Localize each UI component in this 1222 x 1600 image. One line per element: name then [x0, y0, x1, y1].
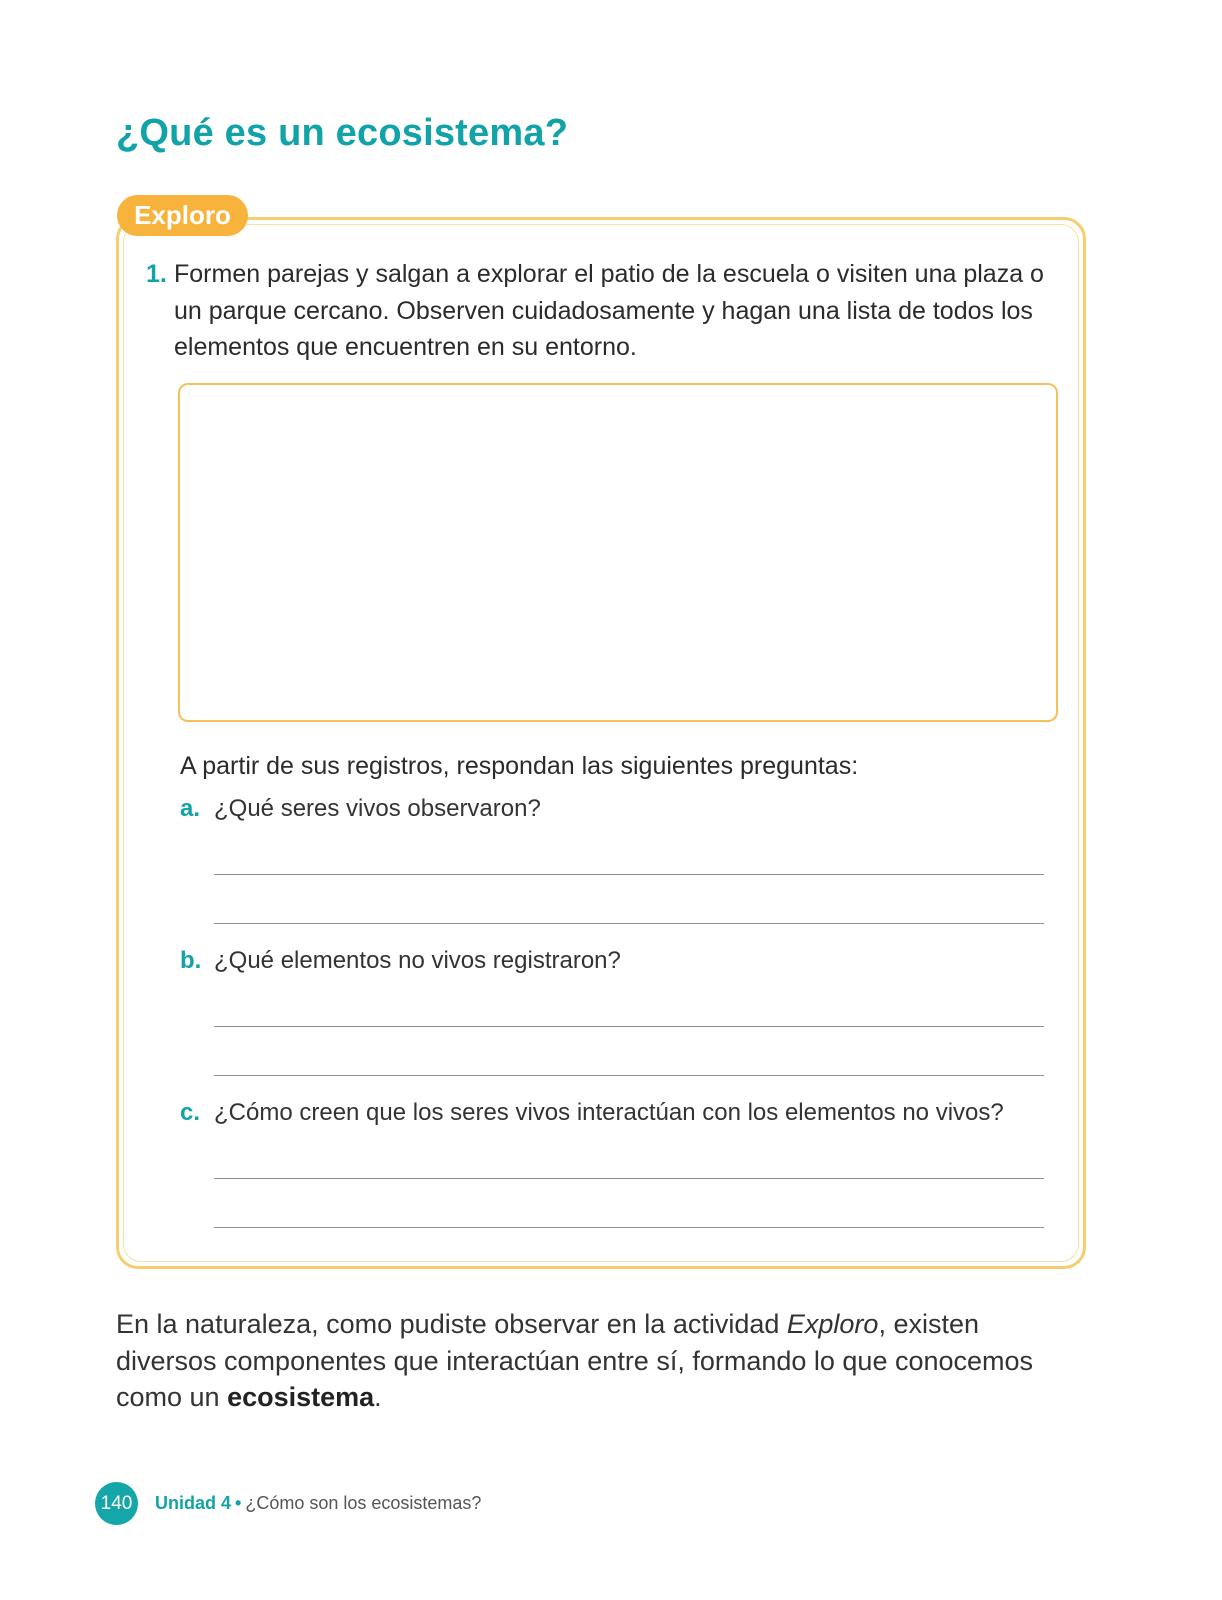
questions-instruction: A partir de sus registros, respondan las siguientes preguntas:	[180, 752, 859, 780]
paragraph-text: , existen diversos componentes que interactúan entre sí, formando lo que conocemos como un	[116, 1309, 1034, 1412]
subquestion-c	[180, 1099, 1004, 1127]
subquestion-text: ¿Qué elementos no vivos registraron?	[214, 947, 621, 974]
explore-section-tab: Exploro	[117, 195, 248, 236]
footer-chapter: ¿Cómo son los ecosistemas?	[245, 1493, 482, 1513]
subquestion-b	[180, 947, 621, 975]
answer-line-b1[interactable]	[214, 1026, 1044, 1027]
paragraph-text: En la naturaleza, como pudiste observar en la actividad	[116, 1309, 787, 1339]
keyword-text: ecosistema	[227, 1382, 375, 1412]
subquestion-text: ¿Qué seres vivos observaron?	[214, 795, 541, 822]
list-answer-area[interactable]	[178, 383, 1058, 722]
answer-line-b2[interactable]	[214, 1075, 1044, 1076]
activity-question	[146, 256, 1046, 366]
explanation-paragraph	[116, 1306, 1076, 1416]
subquestion-a	[180, 795, 541, 823]
answer-line-a2[interactable]	[214, 923, 1044, 924]
page-number-badge: 140	[95, 1482, 138, 1525]
subquestion-letter: b.	[180, 947, 202, 974]
subquestion-letter: a.	[180, 795, 201, 822]
question-text: Formen parejas y salgan a explorar el patio de la escuela o visiten una plaza o un parque cercano. Observen cuidadosamente y hagan una lista de todos los elementos que encuentren en su entorno.	[174, 260, 1044, 361]
answer-line-c1[interactable]	[214, 1178, 1044, 1179]
subquestion-letter: c.	[180, 1099, 201, 1126]
footer-unit: Unidad 4	[155, 1493, 232, 1513]
subquestion-text: ¿Cómo creen que los seres vivos interactúan con los elementos no vivos?	[214, 1099, 1004, 1126]
footer-running-head	[155, 1493, 481, 1514]
answer-line-c2[interactable]	[214, 1227, 1044, 1228]
footer-separator: •	[235, 1493, 242, 1513]
paragraph-text: .	[374, 1382, 382, 1412]
question-number: 1.	[146, 260, 167, 288]
page-title: ¿Qué es un ecosistema?	[116, 112, 569, 154]
answer-line-a1[interactable]	[214, 874, 1044, 875]
emphasis-text: Exploro	[786, 1309, 879, 1339]
